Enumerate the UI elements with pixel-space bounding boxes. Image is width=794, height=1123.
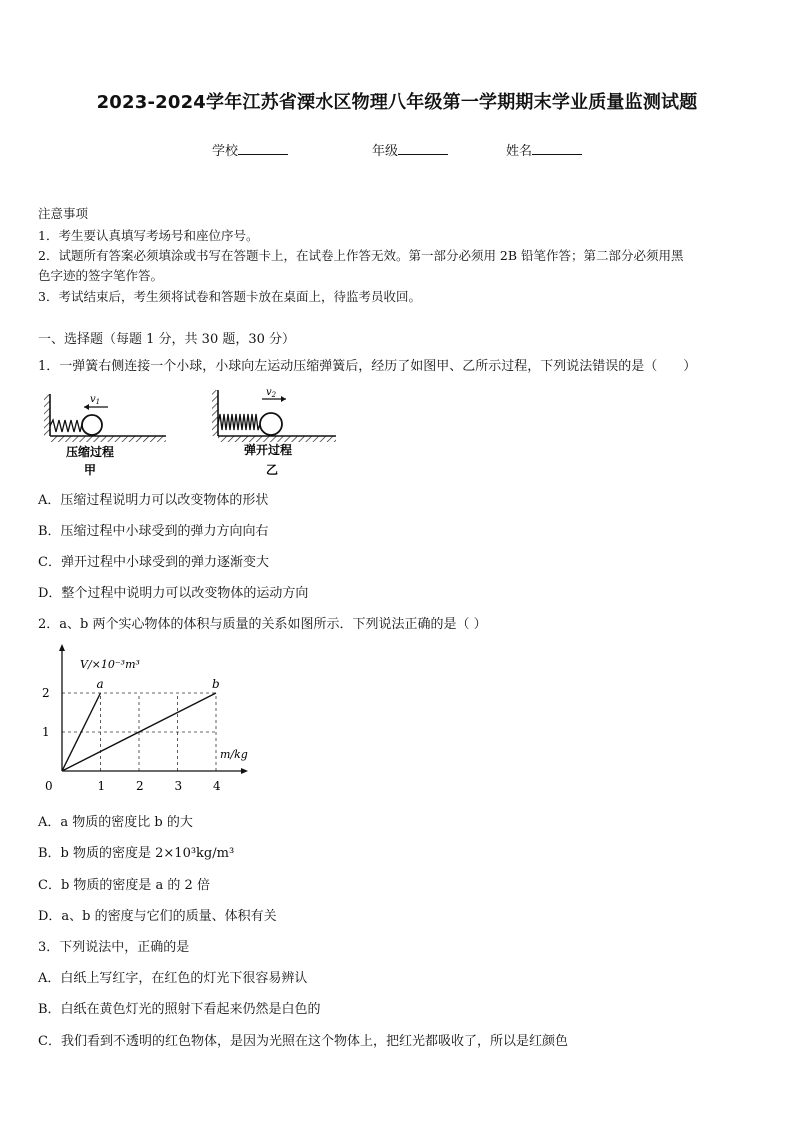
q1-option-a[interactable]: A．压缩过程说明力可以改变物体的形状 xyxy=(38,493,269,508)
notes-heading: 注意事项 xyxy=(38,206,89,221)
right-floor xyxy=(218,436,336,442)
note-item: 色字迹的签字笔作答。 xyxy=(38,268,164,283)
x-tick-label: 2 xyxy=(136,779,144,793)
y-tick-label: 1 xyxy=(42,725,50,739)
question-2-stem: 2．a、b 两个实心物体的体积与质量的关系如图所示．下列说法正确的是（ ） xyxy=(38,617,487,632)
school-field[interactable] xyxy=(212,140,288,159)
x-axis-arrow xyxy=(241,768,248,774)
name-label: 姓名 xyxy=(506,144,533,159)
note-item: 3．考试结束后，考生须将试卷和答题卡放在桌面上，待监考员收回。 xyxy=(38,289,421,304)
section-heading: 一、选择题（每题 1 分，共 30 题，30 分） xyxy=(38,332,296,347)
q2-option-a[interactable]: A．a 物质的密度比 b 的大 xyxy=(38,815,193,830)
name-blank[interactable] xyxy=(532,144,582,155)
x-tick-label: 3 xyxy=(174,779,183,793)
left-caption: 压缩过程 xyxy=(66,445,115,459)
y-tick-label: 2 xyxy=(42,686,50,700)
q3-option-a[interactable]: A．白纸上写红字，在红色的灯光下很容易辨认 xyxy=(38,971,308,986)
q3-option-b[interactable]: B．白纸在黄色灯光的照射下看起来仍然是白色的 xyxy=(38,1002,321,1017)
left-ball xyxy=(82,415,102,435)
note-item: 2．试题所有答案必须填涂或书写在答题卡上，在试卷上作答无效。第一部分必须用 2B 铅笔作答；第二部分必须用黑 xyxy=(38,248,684,263)
v1-label: $v_1$ xyxy=(90,394,101,406)
release-panel xyxy=(212,387,336,477)
series-label-b: b xyxy=(212,677,220,691)
school-label: 学校 xyxy=(212,144,239,159)
origin-label: 0 xyxy=(45,779,53,793)
x-axis-label: m/kg xyxy=(220,748,248,761)
page-title: 2023-2024学年江苏省溧水区物理八年级第一学期期末学业质量监测试题 xyxy=(96,92,698,113)
note-item: 1．考生要认真填写考场号和座位序号。 xyxy=(38,228,259,243)
grade-label: 年级 xyxy=(372,144,399,159)
right-wall xyxy=(212,390,218,436)
v2-label: $v_2$ xyxy=(266,387,277,399)
right-caption: 弹开过程 xyxy=(244,443,293,457)
density-chart xyxy=(36,640,256,800)
right-sub: 乙 xyxy=(266,463,279,477)
q1-option-b[interactable]: B．压缩过程中小球受到的弹力方向向右 xyxy=(38,524,269,539)
q2-option-b[interactable]: B．b 物质的密度是 2×10³kg/m³ xyxy=(38,846,235,861)
q3-option-c[interactable]: C．我们看到不透明的红色物体，是因为光照在这个物体上，把红光都吸收了，所以是红颜色 xyxy=(38,1034,568,1049)
left-wall xyxy=(44,394,50,436)
x-tick-label: 4 xyxy=(213,779,221,793)
grade-field[interactable] xyxy=(372,140,448,159)
right-ball xyxy=(260,413,282,435)
left-floor xyxy=(50,436,166,442)
q1-option-d[interactable]: D．整个过程中说明力可以改变物体的运动方向 xyxy=(38,586,309,601)
grade-blank[interactable] xyxy=(398,144,448,155)
x-tick-label: 1 xyxy=(97,779,106,793)
name-field[interactable] xyxy=(506,140,582,159)
spring-figure xyxy=(40,382,340,480)
school-blank[interactable] xyxy=(238,144,288,155)
q2-option-d[interactable]: D．a、b 的密度与它们的质量、体积有关 xyxy=(38,909,277,924)
y-axis-arrow xyxy=(59,644,65,651)
question-3-stem: 3．下列说法中，正确的是 xyxy=(38,940,190,955)
y-axis-label: V/×10⁻³m³ xyxy=(80,658,140,671)
right-spring xyxy=(218,414,260,430)
q2-option-c[interactable]: C．b 物质的密度是 a 的 2 倍 xyxy=(38,878,210,893)
q1-option-c[interactable]: C．弹开过程中小球受到的弹力逐渐变大 xyxy=(38,555,269,570)
question-1-stem: 1．一弹簧右侧连接一个小球，小球向左运动压缩弹簧后，经历了如图甲、乙所示过程，下列说法错误的是（ ） xyxy=(38,359,697,374)
compression-panel xyxy=(44,394,166,477)
left-sub: 甲 xyxy=(84,463,97,477)
series-label-a: a xyxy=(96,677,104,691)
